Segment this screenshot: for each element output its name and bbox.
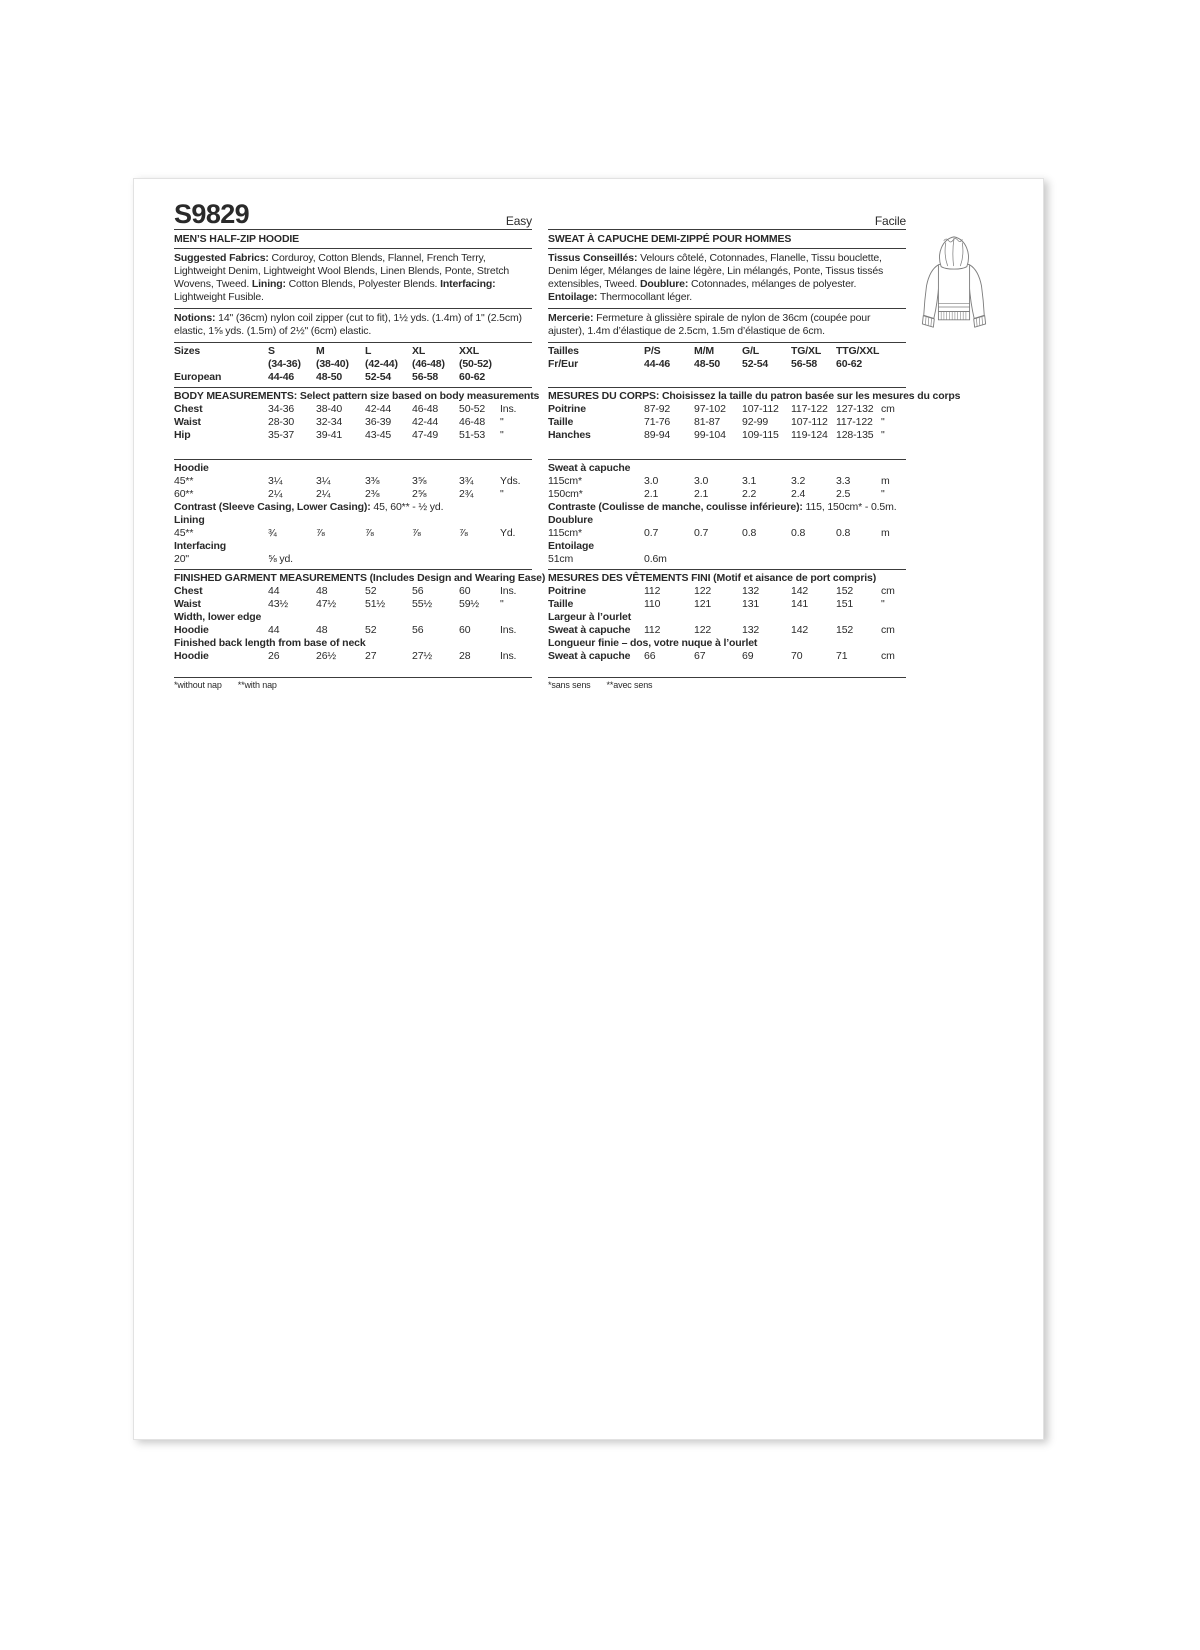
table-cell: M/M bbox=[694, 345, 714, 357]
table-cell: ⅝ yd. bbox=[268, 553, 293, 565]
table-cell: 48-50 bbox=[316, 371, 343, 383]
table-cell: 48 bbox=[316, 624, 328, 636]
table-cell: 142 bbox=[791, 585, 809, 597]
table-row bbox=[174, 527, 532, 540]
notions-paragraph bbox=[174, 309, 532, 343]
table-cell: ⅞ bbox=[365, 527, 374, 539]
footnote-with-nap: **with nap bbox=[237, 680, 277, 690]
table-cell: 110 bbox=[644, 598, 661, 610]
table-cell: 70 bbox=[791, 650, 803, 662]
table-row bbox=[174, 488, 532, 501]
size-yardage-table-fr bbox=[548, 345, 961, 678]
unit-cell: " bbox=[500, 488, 504, 500]
table-cell: 0.6m bbox=[644, 553, 667, 565]
table-row bbox=[548, 598, 906, 611]
row-label: 51cm bbox=[548, 553, 574, 565]
unit-cell: " bbox=[881, 429, 885, 441]
table-cell: 46-48 bbox=[412, 403, 439, 415]
table-cell: 36-39 bbox=[365, 416, 392, 428]
section-label: MESURES DU CORPS: Choisissez la taille du patron basée sur les mesures du corps bbox=[548, 390, 961, 402]
row-label: Fr/Eur bbox=[548, 358, 579, 370]
table-row bbox=[548, 475, 906, 488]
table-cell: 2¾ bbox=[459, 488, 474, 500]
section-label: Contraste (Coulisse de manche, coulisse inférieure): bbox=[548, 501, 803, 513]
spacer bbox=[548, 442, 906, 456]
table-row bbox=[548, 585, 906, 598]
table-cell: 67 bbox=[694, 650, 706, 662]
lining-text: Cotton Blends, Polyester Blends. bbox=[285, 278, 441, 290]
table-section-row bbox=[174, 462, 532, 475]
table-section-row bbox=[548, 390, 961, 403]
table-cell: 92-99 bbox=[742, 416, 769, 428]
header-row-en bbox=[174, 201, 532, 230]
table-row bbox=[548, 429, 906, 442]
unit-cell: cm bbox=[881, 403, 895, 415]
mercerie-text: Fermeture à glissière spirale de nylon de 36cm (coupée pour ajuster), 1.4m d’élastique de 2.5cm, 1.5m d’élastique de 6cm. bbox=[548, 312, 871, 337]
tissus-conseilles-paragraph bbox=[548, 249, 906, 309]
table-row bbox=[174, 624, 532, 637]
row-label: Sweat à capuche bbox=[548, 650, 631, 662]
spacer bbox=[174, 442, 532, 456]
row-label: Hoodie bbox=[174, 624, 209, 636]
table-row bbox=[548, 553, 906, 566]
section-label: Doublure bbox=[548, 514, 593, 526]
table-cell: 152 bbox=[836, 624, 854, 636]
divider-rule bbox=[174, 459, 532, 460]
entoilage-label: Entoilage: bbox=[548, 291, 598, 303]
table-cell: 2.5 bbox=[836, 488, 851, 500]
table-section-row bbox=[174, 572, 546, 585]
table-cell: 51-53 bbox=[459, 429, 486, 441]
section-label: Interfacing bbox=[174, 540, 227, 552]
table-row bbox=[548, 488, 906, 501]
table-cell: 43-45 bbox=[365, 429, 392, 441]
table-cell: 2.1 bbox=[694, 488, 709, 500]
table-section-row bbox=[174, 611, 532, 624]
row-label: Tailles bbox=[548, 345, 579, 357]
table-row bbox=[174, 429, 532, 442]
table-section-row bbox=[548, 514, 906, 527]
doublure-text: Cotonnades, mélanges de polyester. bbox=[688, 278, 857, 290]
table-cell: 44-46 bbox=[268, 371, 295, 383]
unit-cell: " bbox=[881, 488, 885, 500]
french-column bbox=[548, 201, 961, 691]
table-cell: 152 bbox=[836, 585, 854, 597]
table-cell: 60-62 bbox=[836, 358, 863, 370]
table-cell: (34-36) bbox=[268, 358, 301, 370]
unit-cell: " bbox=[500, 416, 504, 428]
table-row bbox=[174, 650, 532, 663]
unit-cell: Yd. bbox=[500, 527, 516, 539]
section-text: 45, 60** - ½ yd. bbox=[370, 501, 444, 513]
table-cell: 3.0 bbox=[644, 475, 659, 487]
table-section-row bbox=[174, 540, 532, 553]
table-section-row bbox=[548, 540, 906, 553]
divider-rule bbox=[174, 677, 532, 678]
pattern-number: S9829 bbox=[174, 199, 250, 229]
table-cell: ¾ bbox=[268, 527, 277, 539]
table-cell: (38-40) bbox=[316, 358, 349, 370]
table-cell: 132 bbox=[742, 585, 760, 597]
row-label: 150cm* bbox=[548, 488, 583, 500]
row-label: 45** bbox=[174, 527, 194, 539]
table-cell: 3¼ bbox=[268, 475, 283, 487]
table-cell: 42-44 bbox=[365, 403, 392, 415]
row-label: 60** bbox=[174, 488, 194, 500]
section-label: Lining bbox=[174, 514, 205, 526]
garment-title-fr: SWEAT À CAPUCHE DEMI-ZIPPÉ POUR HOMMES bbox=[548, 230, 906, 249]
unit-cell: " bbox=[881, 598, 885, 610]
table-cell: G/L bbox=[742, 345, 760, 357]
table-cell: 71 bbox=[836, 650, 848, 662]
table-cell: 3¾ bbox=[459, 475, 474, 487]
table-cell: 34-36 bbox=[268, 403, 295, 415]
table-cell: 2¼ bbox=[316, 488, 331, 500]
unit-cell: Ins. bbox=[500, 624, 517, 636]
section-label: Longueur finie – dos, votre nuque à l’ourlet bbox=[548, 637, 758, 649]
suggested-fabrics-paragraph bbox=[174, 249, 532, 309]
table-cell: 0.8 bbox=[742, 527, 757, 539]
row-label: 45** bbox=[174, 475, 194, 487]
table-cell: XL bbox=[412, 345, 426, 357]
pattern-envelope-back-sheet bbox=[133, 178, 1044, 1440]
footnote-avec-sens: **avec sens bbox=[606, 680, 653, 690]
table-cell: 2¼ bbox=[268, 488, 283, 500]
table-cell: 43½ bbox=[268, 598, 288, 610]
table-row bbox=[548, 527, 906, 540]
table-row bbox=[174, 403, 532, 416]
table-cell: 151 bbox=[836, 598, 854, 610]
table-row bbox=[548, 358, 906, 371]
table-row bbox=[548, 650, 906, 663]
unit-cell: cm bbox=[881, 585, 895, 597]
row-label: Chest bbox=[174, 403, 203, 415]
table-section-row bbox=[548, 637, 906, 650]
table-cell: 109-115 bbox=[742, 429, 779, 441]
table-section-row bbox=[548, 501, 906, 514]
tissus-text: Velours côtelé, Cotonnades, Flanelle, Tissu bouclette, Denim léger, Mélanges de laine légère, Lin mélangés, Ponte, Tissus tissés extensibles, Tweed. bbox=[548, 252, 884, 290]
table-cell: 97-102 bbox=[694, 403, 726, 415]
table-cell: 0.7 bbox=[644, 527, 659, 539]
table-cell: 112 bbox=[644, 585, 661, 597]
hoodie-back-view-icon bbox=[921, 229, 987, 341]
unit-cell: " bbox=[500, 598, 504, 610]
doublure-label: Doublure: bbox=[639, 278, 689, 290]
row-label: 115cm* bbox=[548, 475, 582, 487]
table-cell: 59½ bbox=[459, 598, 479, 610]
difficulty-label-fr: Facile bbox=[874, 214, 906, 228]
row-label: 20" bbox=[174, 553, 189, 565]
table-cell: 142 bbox=[791, 624, 809, 636]
table-cell: ⅞ bbox=[316, 527, 325, 539]
table-cell: L bbox=[365, 345, 372, 357]
table-cell: 2.1 bbox=[644, 488, 659, 500]
table-cell: 60-62 bbox=[459, 371, 486, 383]
table-cell: 38-40 bbox=[316, 403, 343, 415]
english-column bbox=[174, 199, 546, 691]
size-yardage-table-en bbox=[174, 345, 546, 678]
table-cell: 0.8 bbox=[836, 527, 851, 539]
unit-cell: Yds. bbox=[500, 475, 521, 487]
row-label: Poitrine bbox=[548, 403, 586, 415]
unit-cell: Ins. bbox=[500, 650, 517, 662]
interfacing-text: Lightweight Fusible. bbox=[174, 291, 264, 303]
table-cell: 56 bbox=[412, 585, 424, 597]
section-label: Entoilage bbox=[548, 540, 594, 552]
table-cell: 132 bbox=[742, 624, 760, 636]
table-cell: 3.1 bbox=[742, 475, 757, 487]
table-cell: 87-92 bbox=[644, 403, 671, 415]
table-cell: 32-34 bbox=[316, 416, 343, 428]
table-row bbox=[548, 416, 906, 429]
header-row-fr bbox=[548, 201, 906, 230]
table-cell: 56-58 bbox=[791, 358, 818, 370]
table-cell: 3.0 bbox=[694, 475, 709, 487]
table-cell: 28-30 bbox=[268, 416, 295, 428]
row-label: 115cm* bbox=[548, 527, 582, 539]
divider-rule bbox=[548, 387, 906, 388]
table-cell: 69 bbox=[742, 650, 754, 662]
interfacing-label: Interfacing: bbox=[440, 278, 496, 290]
table-cell: 117-122 bbox=[836, 416, 873, 428]
table-cell: 47-49 bbox=[412, 429, 439, 441]
section-label: Finished back length from base of neck bbox=[174, 637, 366, 649]
divider-rule bbox=[548, 677, 906, 678]
entoilage-text: Thermocollant léger. bbox=[597, 291, 692, 303]
table-row bbox=[174, 598, 532, 611]
table-cell: 46-48 bbox=[459, 416, 486, 428]
unit-cell: m bbox=[881, 527, 890, 539]
table-cell: 99-104 bbox=[694, 429, 726, 441]
row-label: Hip bbox=[174, 429, 191, 441]
table-row bbox=[174, 345, 532, 358]
table-cell: 119-124 bbox=[791, 429, 828, 441]
section-label: Sweat à capuche bbox=[548, 462, 631, 474]
unit-cell: cm bbox=[881, 624, 895, 636]
row-label bbox=[174, 358, 268, 371]
section-text: 115, 150cm* - 0.5m. bbox=[802, 501, 897, 513]
table-row bbox=[548, 624, 906, 637]
table-cell: 28 bbox=[459, 650, 471, 662]
table-section-row bbox=[174, 514, 532, 527]
divider-rule bbox=[174, 387, 532, 388]
table-cell: 50-52 bbox=[459, 403, 486, 415]
row-label: Poitrine bbox=[548, 585, 586, 597]
table-cell: 117-122 bbox=[791, 403, 828, 415]
table-cell: 27 bbox=[365, 650, 377, 662]
spacer bbox=[548, 371, 906, 384]
mercerie-label: Mercerie: bbox=[548, 312, 594, 324]
table-cell: 42-44 bbox=[412, 416, 439, 428]
row-label: European bbox=[174, 371, 222, 383]
section-label: BODY MEASUREMENTS: Select pattern size based on body measurements bbox=[174, 390, 540, 402]
table-cell: 52 bbox=[365, 585, 377, 597]
table-cell: 56 bbox=[412, 624, 424, 636]
table-cell: ⅞ bbox=[412, 527, 421, 539]
table-cell: (50-52) bbox=[459, 358, 492, 370]
table-cell: TG/XL bbox=[791, 345, 822, 357]
lining-label: Lining: bbox=[251, 278, 286, 290]
table-cell: 2.2 bbox=[742, 488, 757, 500]
table-cell: 81-87 bbox=[694, 416, 721, 428]
divider-rule bbox=[548, 569, 906, 570]
table-cell: 3⅜ bbox=[365, 475, 380, 487]
table-row bbox=[548, 345, 906, 358]
row-label: Chest bbox=[174, 585, 203, 597]
row-label: Sizes bbox=[174, 345, 201, 357]
table-cell: (42-44) bbox=[365, 358, 398, 370]
table-cell: 60 bbox=[459, 624, 471, 636]
fabrics-label: Suggested Fabrics: bbox=[174, 252, 269, 264]
table-cell: 0.7 bbox=[694, 527, 709, 539]
table-section-row bbox=[548, 611, 906, 624]
spacer bbox=[548, 663, 906, 674]
section-label: Largeur à l’ourlet bbox=[548, 611, 632, 623]
table-cell: 39-41 bbox=[316, 429, 343, 441]
table-cell: 141 bbox=[791, 598, 809, 610]
table-cell: 2⅝ bbox=[412, 488, 427, 500]
table-row bbox=[174, 371, 532, 384]
section-label: Width, lower edge bbox=[174, 611, 262, 623]
table-cell: 71-76 bbox=[644, 416, 671, 428]
table-cell: 127-132 bbox=[836, 403, 874, 415]
table-row bbox=[174, 416, 532, 429]
table-cell: 52 bbox=[365, 624, 377, 636]
table-cell: 52-54 bbox=[742, 358, 769, 370]
difficulty-label-en: Easy bbox=[505, 214, 532, 228]
table-row bbox=[548, 403, 906, 416]
table-cell: 107-112 bbox=[791, 416, 828, 428]
footnote-fr bbox=[548, 680, 906, 691]
footnote-sans-sens: *sans sens bbox=[548, 680, 591, 690]
table-section-row bbox=[174, 390, 540, 403]
unit-cell: " bbox=[881, 416, 885, 428]
table-cell: 44-46 bbox=[644, 358, 671, 370]
table-cell: 60 bbox=[459, 585, 471, 597]
table-cell: 122 bbox=[694, 585, 712, 597]
notions-label: Notions: bbox=[174, 312, 216, 324]
tissus-label: Tissus Conseillés: bbox=[548, 252, 638, 264]
section-label: Hoodie bbox=[174, 462, 209, 474]
table-cell: 48-50 bbox=[694, 358, 721, 370]
divider-rule bbox=[548, 459, 906, 460]
row-label: Hanches bbox=[548, 429, 591, 441]
table-cell: M bbox=[316, 345, 325, 357]
table-cell: 44 bbox=[268, 585, 280, 597]
table-cell: 89-94 bbox=[644, 429, 671, 441]
table-cell: 0.8 bbox=[791, 527, 806, 539]
row-label: Waist bbox=[174, 598, 201, 610]
notions-text: 14" (36cm) nylon coil zipper (cut to fit), 1½ yds. (1.4m) of 1" (2.5cm) elastic, 1⅝ yds. (1.5m) of 2½" (6cm) elastic. bbox=[174, 312, 522, 337]
unit-cell: Ins. bbox=[500, 403, 517, 415]
row-label: Sweat à capuche bbox=[548, 624, 631, 636]
table-cell: 2⅜ bbox=[365, 488, 380, 500]
hoodie-back-view-drawing bbox=[921, 229, 987, 341]
unit-cell: " bbox=[500, 429, 504, 441]
table-cell: 51½ bbox=[365, 598, 385, 610]
table-cell: 26½ bbox=[316, 650, 336, 662]
table-row bbox=[174, 553, 532, 566]
section-label: FINISHED GARMENT MEASUREMENTS (Includes Design and Wearing Ease) bbox=[174, 572, 546, 584]
row-label: Taille bbox=[548, 598, 574, 610]
footnote-without-nap: *without nap bbox=[174, 680, 222, 690]
table-cell: 2.4 bbox=[791, 488, 806, 500]
table-cell: 3¼ bbox=[316, 475, 331, 487]
table-cell: 48 bbox=[316, 585, 328, 597]
table-cell: 56-58 bbox=[412, 371, 439, 383]
table-cell: 128-135 bbox=[836, 429, 874, 441]
row-label: Waist bbox=[174, 416, 201, 428]
unit-cell: cm bbox=[881, 650, 895, 662]
table-cell: TTG/XXL bbox=[836, 345, 880, 357]
table-cell: 52-54 bbox=[365, 371, 392, 383]
table-cell: 3.2 bbox=[791, 475, 806, 487]
row-label: Hoodie bbox=[174, 650, 209, 662]
fabrics-text: Corduroy, Cotton Blends, Flannel, French Terry, Lightweight Denim, Lightweight Wool Blends, Linen Blends, Ponte, Stretch Wovens, Tweed. bbox=[174, 252, 510, 290]
table-cell: S bbox=[268, 345, 275, 357]
table-cell: 35-37 bbox=[268, 429, 295, 441]
spacer bbox=[174, 663, 532, 674]
row-label: Taille bbox=[548, 416, 574, 428]
section-label: Contrast (Sleeve Casing, Lower Casing): bbox=[174, 501, 371, 513]
table-cell: 27½ bbox=[412, 650, 432, 662]
section-label: MESURES DES VÊTEMENTS FINI (Motif et aisance de port compris) bbox=[548, 572, 877, 584]
table-cell: 121 bbox=[694, 598, 712, 610]
table-section-row bbox=[548, 572, 906, 585]
table-section-row bbox=[174, 501, 532, 514]
table-cell: 122 bbox=[694, 624, 712, 636]
footnote-en bbox=[174, 680, 532, 691]
unit-cell: Ins. bbox=[500, 585, 517, 597]
table-cell: 3⅝ bbox=[412, 475, 427, 487]
table-row bbox=[174, 358, 532, 371]
garment-title-en: MEN’S HALF-ZIP HOODIE bbox=[174, 230, 532, 249]
table-cell: 44 bbox=[268, 624, 280, 636]
table-cell: 47½ bbox=[316, 598, 336, 610]
table-row bbox=[174, 475, 532, 488]
table-row bbox=[174, 585, 532, 598]
table-cell: XXL bbox=[459, 345, 479, 357]
table-cell: 3.3 bbox=[836, 475, 851, 487]
table-cell: ⅞ bbox=[459, 527, 468, 539]
divider-rule bbox=[174, 569, 532, 570]
table-cell: (46-48) bbox=[412, 358, 445, 370]
table-cell: 107-112 bbox=[742, 403, 779, 415]
table-section-row bbox=[174, 637, 532, 650]
table-cell: 131 bbox=[742, 598, 760, 610]
table-cell: 112 bbox=[644, 624, 661, 636]
table-section-row bbox=[548, 462, 906, 475]
unit-cell: m bbox=[881, 475, 890, 487]
table-cell: 55½ bbox=[412, 598, 432, 610]
table-cell: P/S bbox=[644, 345, 661, 357]
mercerie-paragraph bbox=[548, 309, 906, 343]
table-cell: 26 bbox=[268, 650, 280, 662]
table-cell: 66 bbox=[644, 650, 656, 662]
